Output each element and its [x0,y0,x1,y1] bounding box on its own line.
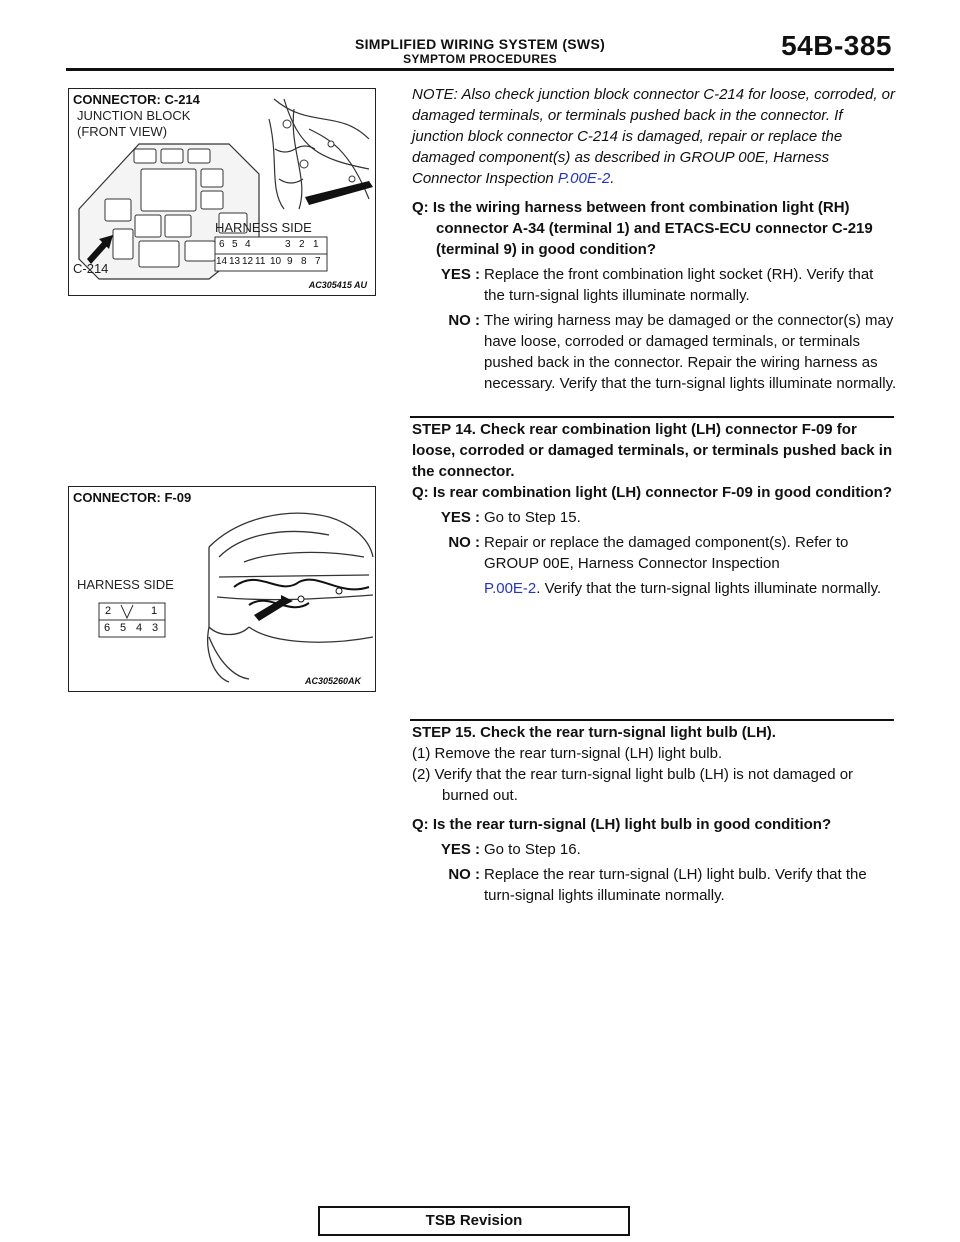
figure-connector-f09 [68,486,376,692]
step14-rule [410,416,894,418]
step15-content [412,722,898,906]
pin: 5 [232,239,238,250]
pin: 7 [315,256,321,267]
figure-connector-c214 [68,88,376,296]
yes-text: Replace the front combination light socket (RH). Verify that the turn-signal lights illuminate normally. [484,266,874,304]
tsb-revision-box: TSB Revision [318,1206,630,1236]
step13-content [412,84,898,394]
section-title: SIMPLIFIED WIRING SYSTEM (SWS) [354,36,606,52]
answer-yes-15 [412,839,898,860]
yes-label: YES : [440,841,480,858]
pin: 1 [313,239,319,250]
pin: 11 [255,256,266,267]
yes-label: YES : [440,509,480,526]
pin: 10 [270,256,282,267]
figure2-label-harness-side: HARNESS SIDE [77,577,174,592]
header-rule [66,68,894,71]
note-paragraph [412,84,898,189]
answer-yes-14 [412,507,898,528]
step14-heading: STEP 14. Check rear combination light (LH) connector F-09 for loose, corroded or damaged terminals, or terminals pushed back in the connector. [412,421,893,480]
pin: 12 [242,256,254,267]
pin: 2 [105,605,112,617]
pin: 6 [104,622,111,634]
pin: 2 [299,239,305,250]
no-text: The wiring harness may be damaged or the connector(s) may have loose, corroded or damaged terminals, or terminals pushed back in the connector. Repair the wiring harness as necessary. Verify that the turn-signal lights illuminate normally. [484,312,897,392]
figure1-label-junction-block: JUNCTION BLOCK [77,108,191,123]
no-text: Repair or replace the damaged component(s). Refer to GROUP 00E, Harness Connector Inspection [484,534,849,572]
figure1-title: CONNECTOR: C-214 [73,92,200,107]
figure2-code: AC305260AK [304,676,361,686]
question-14: Q: Is rear combination light (LH) connector F-09 in good condition? [412,484,892,501]
answer-no-14 [412,532,898,599]
figure1-label-harness-side: HARNESS SIDE [215,220,312,235]
pin: 9 [287,256,293,267]
step15-item-2: (2) Verify that the rear turn-signal light bulb (LH) is not damaged or burned out. [412,766,854,804]
figure1-callout-c214: C-214 [73,261,109,276]
pin-row-bottom [215,256,327,270]
figure1-label-front-view: (FRONT VIEW) [77,124,168,139]
connector-f09-pins [99,603,165,637]
pin: 3 [285,239,291,250]
figure1-code: AC305415 AU [308,280,367,290]
pin: 1 [151,605,158,617]
connector-c214-pins [215,237,327,271]
yes-label: YES : [440,266,480,283]
pin: 3 [152,622,159,634]
pin: 14 [216,256,228,267]
yes-text: Go to Step 16. [484,841,581,858]
answer-no-15 [412,864,898,906]
step14-content [412,419,898,599]
answer-no-13 [412,310,898,394]
pin: 5 [120,622,127,634]
note-link[interactable]: P.00E-2 [557,170,611,187]
section-subtitle: SYMPTOM PROCEDURES [403,52,557,66]
no-text: Replace the rear turn-signal (LH) light bulb. Verify that the turn-signal lights illuminate normally. [484,866,867,904]
step15-heading: STEP 15. Check the rear turn-signal light bulb (LH). [412,724,776,741]
pin-row-top [215,239,327,253]
pin: 13 [229,256,241,267]
no-text-block [484,532,898,599]
pin: 4 [245,239,251,250]
page-number: 54B-385 [781,30,892,61]
yes-text: Go to Step 15. [484,509,581,526]
question-13: Q: Is the wiring harness between front combination light (RH) connector A-34 (terminal 1) and ETACS-ECU connector C-219 (terminal 9) in good condition? [412,199,873,258]
no-text-link-line [484,578,898,599]
question-15: Q: Is the rear turn-signal (LH) light bulb in good condition? [412,816,832,833]
note-text: NOTE: Also check junction block connector C-214 for loose, corroded, or damaged terminals, or terminals pushed back in the connector. If junction block connector C-214 is damaged, repair or replace the damaged component(s) as described in GROUP 00E, Harness Connector Inspection [412,86,896,187]
pin: 6 [219,239,225,250]
pin: 4 [136,622,143,634]
answer-yes-13 [412,264,898,306]
no-label: NO : [448,534,480,551]
step15-item-1: (1) Remove the rear turn-signal (LH) light bulb. [412,745,723,762]
no-text-tail: . Verify that the turn-signal lights illuminate normally. [536,580,882,597]
figure2-title: CONNECTOR: F-09 [73,490,192,505]
no-label: NO : [448,312,480,329]
step15-rule [410,719,894,721]
note-tail: . [610,170,615,187]
pin: 8 [301,256,307,267]
no-label: NO : [448,866,480,883]
inspection-link[interactable]: P.00E-2 [484,580,537,597]
